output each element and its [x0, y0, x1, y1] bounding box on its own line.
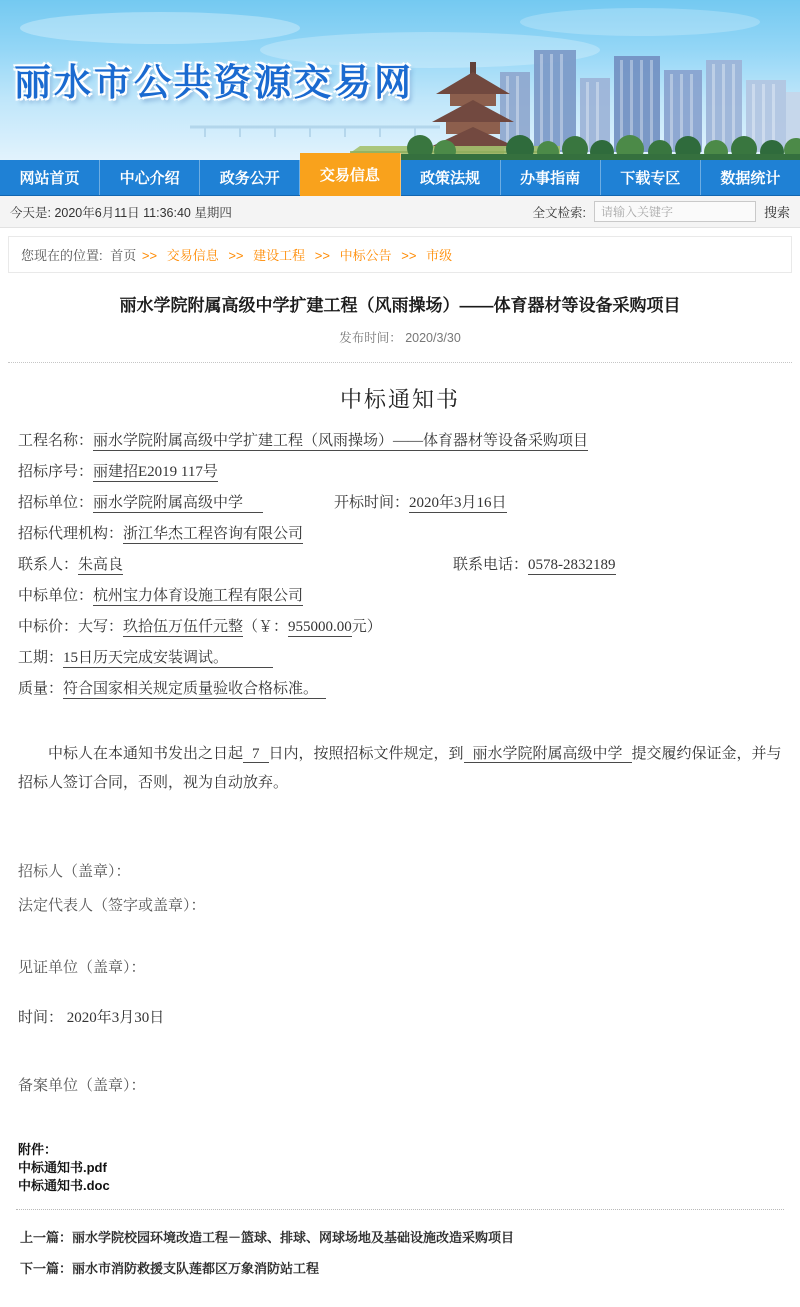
field-value: 浙江华杰工程咨询有限公司 — [123, 526, 304, 542]
breadcrumb — [8, 236, 792, 273]
nav-item-gov-public[interactable]: 政务公开 — [200, 160, 300, 195]
today-date-text: 今天是: 2020年6月11日 11:36:40 星期四 — [10, 205, 232, 220]
prev-next-section — [16, 1209, 784, 1307]
nav-item-policy[interactable]: 政策法规 — [401, 160, 501, 195]
field-label: 招标序号： — [18, 464, 94, 480]
nav-item-service-guide[interactable]: 办事指南 — [501, 160, 601, 195]
breadcrumb-link-city-level[interactable]: 市级 — [426, 248, 453, 263]
field-label: 中标单位： — [18, 588, 94, 604]
field-label: 联系电话： — [453, 557, 529, 573]
field-label: 招标代理机构： — [18, 526, 124, 542]
field-label: 工程名称： — [18, 433, 94, 449]
breadcrumb-link-award-notice[interactable]: 中标公告 — [339, 248, 392, 263]
prev-label: 上一篇： — [20, 1230, 73, 1246]
field-value: 2020年3月16日 — [409, 495, 507, 511]
field-value: 朱高良 — [78, 557, 124, 573]
breadcrumb-separator: >> — [314, 248, 330, 263]
field-contact-and-phone — [18, 556, 782, 574]
publish-date-line — [8, 328, 792, 362]
signature-record-unit: 备案单位（盖章）： — [18, 1077, 146, 1094]
breadcrumb-separator: >> — [228, 248, 244, 263]
search-input[interactable] — [594, 201, 756, 222]
field-winner — [18, 587, 782, 605]
field-value: 丽水学院附属高级中学扩建工程（风雨操场）——体育器材等设备采购项目 — [93, 433, 589, 449]
attachment-doc-link[interactable]: 中标通知书.doc — [18, 1177, 110, 1193]
field-price — [18, 618, 782, 636]
field-value: 丽建招E2019 117号 — [93, 464, 218, 480]
main-nav — [0, 160, 800, 196]
notice-paragraph — [18, 740, 782, 799]
field-tender-no — [18, 463, 782, 481]
field-agency — [18, 525, 782, 543]
breadcrumb-link-trade-info[interactable]: 交易信息 — [166, 248, 219, 263]
para-text: 日内，按照招标文件规定，到 — [268, 746, 464, 762]
next-title: 丽水市消防救援支队莲都区万象消防站工程 — [72, 1261, 320, 1277]
breadcrumb-separator: >> — [141, 248, 158, 263]
price-paren-open: （￥： — [243, 619, 289, 635]
search-label: 全文检索: — [532, 205, 586, 220]
nav-item-center-intro[interactable]: 中心介绍 — [100, 160, 200, 195]
field-label: 联系人： — [18, 557, 79, 573]
para-text: 提交履约保证金，并与招标人签订合同，否则，视为自动放弃。 — [18, 746, 782, 792]
breadcrumb-link-construction[interactable]: 建设工程 — [253, 248, 306, 263]
award-notice-document — [8, 363, 792, 1095]
field-phone — [453, 556, 616, 574]
nav-item-downloads[interactable]: 下载专区 — [601, 160, 701, 195]
prev-article-link[interactable] — [20, 1227, 780, 1246]
field-value: 15日历天完成安装调试。 — [63, 650, 273, 668]
attachment-pdf-link[interactable]: 中标通知书.pdf — [18, 1159, 107, 1175]
price-paren-close: 元） — [351, 619, 382, 635]
field-label: 时间： — [18, 1009, 64, 1026]
field-value: 符合国家相关规定质量验收合格标准。 — [63, 681, 326, 699]
para-school-value: 丽水学院附属高级中学 — [464, 746, 632, 763]
signature-witness-unit: 见证单位（盖章）： — [18, 959, 146, 976]
nav-item-trade-info[interactable]: 交易信息 — [300, 153, 400, 196]
signature-tenderer: 招标人（盖章）： — [18, 863, 131, 880]
attachments-section — [8, 1141, 792, 1196]
field-value: 丽水学院附属高级中学 — [93, 495, 263, 513]
field-label: 质量： — [18, 681, 64, 697]
fulltext-search — [533, 201, 791, 222]
site-header-banner — [0, 0, 800, 160]
field-label: 工期： — [18, 650, 64, 666]
attachments-label: 附件： — [18, 1141, 58, 1157]
field-open-time — [334, 494, 507, 512]
field-value: 杭州宝力体育设施工程有限公司 — [93, 588, 304, 604]
notice-title: 中标通知书 — [339, 387, 460, 412]
field-label: 开标时间： — [334, 495, 410, 511]
price-chinese: 玖拾伍万伍仟元整 — [123, 619, 244, 635]
field-label: 招标单位： — [18, 495, 94, 511]
price-number: 955000.00 — [288, 619, 352, 635]
para-days-value: 7 — [243, 746, 269, 763]
field-duration — [18, 649, 782, 667]
field-value: 0578-2832189 — [528, 557, 616, 573]
publish-date-value: 2020/3/30 — [405, 331, 461, 345]
field-project-name — [18, 432, 782, 450]
nav-item-statistics[interactable]: 数据统计 — [720, 170, 781, 187]
nav-item-home[interactable]: 网站首页 — [0, 160, 100, 195]
breadcrumb-home-link[interactable]: 首页 — [110, 248, 137, 263]
field-tender-unit-and-open-time — [18, 494, 782, 512]
field-value: 2020年3月30日 — [66, 1009, 165, 1026]
prev-title: 丽水学院校园环境改造工程－篮球、排球、网球场地及基础设施改造采购项目 — [72, 1230, 515, 1246]
breadcrumb-prefix: 您现在的位置: — [21, 248, 103, 263]
site-title: 丽水市公共资源交易网 — [14, 62, 414, 103]
field-quality — [18, 680, 782, 698]
date-search-bar — [0, 196, 800, 228]
field-notice-time — [18, 1009, 782, 1027]
search-button[interactable]: 搜索 — [764, 202, 790, 221]
article-title: 丽水学院附属高级中学扩建工程（风雨操场）——体育器材等设备采购项目 — [119, 296, 681, 315]
publish-date-label: 发布时间： — [339, 331, 402, 345]
para-text: 中标人在本通知书发出之日起 — [48, 746, 244, 762]
next-article-link[interactable] — [20, 1258, 780, 1277]
breadcrumb-separator: >> — [401, 248, 417, 263]
field-label: 中标价：大写： — [18, 619, 124, 635]
next-label: 下一篇： — [20, 1261, 73, 1277]
signature-legal-representative: 法定代表人（签字或盖章）： — [18, 897, 206, 914]
article-container — [8, 275, 792, 1307]
